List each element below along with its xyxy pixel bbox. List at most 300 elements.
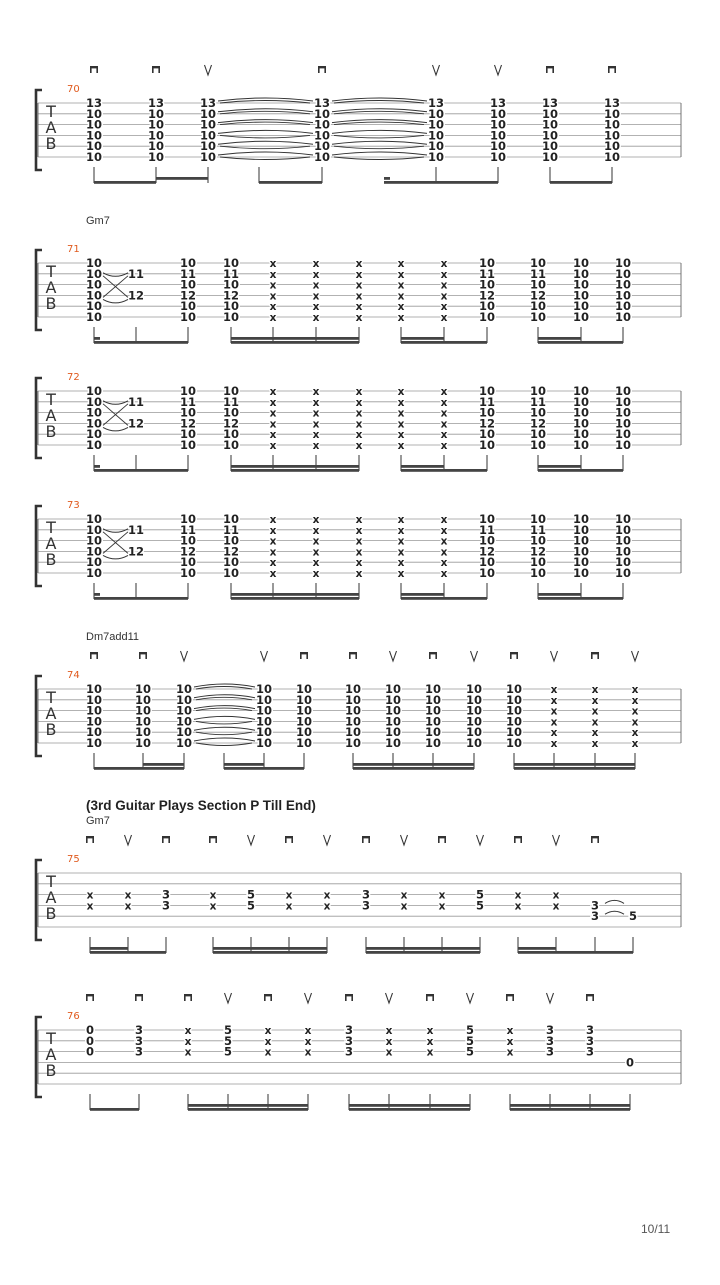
fret-number: 13 [489, 96, 507, 110]
fret-number: 10 [85, 288, 103, 303]
fret-number: 10 [179, 533, 197, 548]
fret-number: 10 [134, 725, 152, 740]
fret-number: 10 [179, 427, 197, 442]
dead-note: x [269, 440, 277, 452]
fret-number: 10 [175, 692, 193, 707]
fret-number: 10 [489, 117, 507, 132]
fret-number: 10 [614, 416, 632, 431]
fret-number: 5 [465, 1023, 475, 1037]
down-stroke-icon [86, 994, 94, 1001]
beam [353, 767, 474, 770]
dead-note: x [397, 407, 405, 420]
clef-letter-a: A [45, 888, 57, 907]
fret-number: 10 [147, 106, 165, 121]
fret-number: 10 [478, 277, 496, 292]
dead-note: x [269, 514, 277, 526]
beam [90, 1108, 139, 1111]
fret-number: 10 [427, 106, 445, 121]
stroke-leg-right [190, 994, 192, 1001]
stroke-leg-right [291, 836, 293, 843]
fret-number: 13 [85, 96, 103, 110]
tie-arc [218, 152, 313, 155]
beam [94, 469, 188, 472]
down-stroke-icon [264, 994, 272, 1001]
up-stroke-icon [125, 835, 132, 845]
dead-note: x [355, 440, 363, 452]
clef-letter-b: B [45, 1061, 57, 1080]
stroke-leg-right [597, 836, 599, 843]
down-stroke-icon [510, 652, 518, 659]
fret-number: 3 [585, 1023, 595, 1037]
fret-number: 3 [585, 1044, 595, 1059]
dead-note: x [312, 514, 320, 526]
dead-note: x [264, 1025, 272, 1037]
fret-number: 10 [134, 692, 152, 707]
fret-number: 10 [529, 438, 547, 452]
fret-number: 10 [85, 394, 103, 409]
fret-number: 10 [427, 150, 445, 164]
fret-number: 11 [179, 394, 197, 409]
fret-number: 3 [344, 1033, 354, 1048]
fret-number: 10 [529, 299, 547, 314]
fret-number: 11 [222, 522, 240, 537]
beam-secondary [538, 593, 581, 596]
stroke-leg-left [300, 652, 302, 659]
dead-note: x [312, 290, 320, 303]
fret-number: 10 [572, 394, 590, 409]
dead-note: x [209, 900, 217, 913]
fret-number: 10 [313, 117, 331, 132]
stroke-leg-right [92, 836, 94, 843]
dead-note: x [440, 290, 448, 303]
stroke-leg-right [516, 652, 518, 659]
beam [231, 597, 359, 600]
fret-number: 12 [222, 544, 240, 559]
fret-number: 10 [222, 310, 240, 324]
fret-number: 3 [361, 887, 371, 902]
dead-note: x [355, 568, 363, 580]
beam [550, 181, 612, 184]
fret-number: 12 [179, 544, 197, 559]
dead-note: x [264, 1035, 272, 1048]
fret-number: 10 [384, 703, 402, 718]
fret-number: 10 [179, 438, 197, 452]
fret-number: 3 [134, 1044, 144, 1059]
fret-number: 10 [255, 692, 273, 707]
clef-letter-t: T [46, 872, 56, 891]
beam-secondary [366, 947, 480, 950]
fret-number: 10 [541, 150, 559, 164]
stroke-leg-left [209, 836, 211, 843]
clef-letter-b: B [45, 904, 57, 923]
stroke-leg-right [270, 994, 272, 1001]
dead-note: x [440, 568, 448, 580]
slide-arc [103, 273, 128, 277]
dead-note: x [323, 889, 331, 902]
fret-number: 3 [134, 1033, 144, 1048]
fret-number: 10 [147, 128, 165, 143]
fret-number: 0 [625, 1055, 635, 1070]
up-stroke-icon [547, 993, 554, 1003]
clef-letter-b: B [45, 294, 57, 313]
down-stroke-icon [162, 836, 170, 843]
beam [401, 597, 487, 600]
dead-note: x [591, 705, 599, 718]
stroke-leg-left [349, 652, 351, 659]
stroke-leg-right [324, 66, 326, 73]
tie-arc [218, 141, 313, 144]
fret-number: 10 [175, 703, 193, 718]
dead-note: x [269, 301, 277, 314]
dead-note: x [285, 900, 293, 913]
clef-letter-b: B [45, 550, 57, 569]
beam [231, 469, 359, 472]
beam-secondary [353, 763, 474, 766]
fret-number: 10 [529, 566, 547, 580]
fret-number: 10 [295, 714, 313, 729]
fret-number: 10 [529, 384, 547, 398]
fret-number: 3 [361, 898, 371, 913]
fret-number: 10 [465, 703, 483, 718]
beam-secondary [538, 465, 581, 468]
fret-number: 10 [199, 139, 217, 154]
dead-note: x [355, 514, 363, 526]
dead-note: x [312, 312, 320, 324]
slide-arc [103, 555, 128, 559]
fret-number: 3 [161, 887, 171, 902]
fret-number: 12 [529, 544, 547, 559]
fret-number: 10 [465, 714, 483, 729]
fret-number: 10 [344, 682, 362, 696]
fret-number: 10 [85, 266, 103, 281]
fret-number: 10 [222, 555, 240, 570]
clef-letter-t: T [46, 390, 56, 409]
fret-number: 10 [179, 512, 197, 526]
fret-number: 10 [614, 512, 632, 526]
fret-number: 10 [175, 682, 193, 696]
dead-note: x [506, 1046, 514, 1059]
dead-note: x [440, 557, 448, 570]
fret-number: 13 [427, 96, 445, 110]
up-stroke-icon [205, 65, 212, 75]
fret-number: 11 [478, 394, 496, 409]
fret-number: 12 [478, 544, 496, 559]
fret-number: 10 [478, 384, 496, 398]
stroke-leg-left [345, 994, 347, 1001]
fret-number: 10 [505, 692, 523, 707]
dead-note: x [440, 279, 448, 292]
dead-note: x [591, 727, 599, 740]
beam-secondary [94, 337, 100, 340]
fret-number: 10 [85, 555, 103, 570]
fret-number: 10 [222, 438, 240, 452]
fret-number: 10 [344, 714, 362, 729]
fret-number: 10 [478, 405, 496, 420]
fret-number: 12 [529, 288, 547, 303]
dead-note: x [440, 407, 448, 420]
clef-letter-a: A [45, 118, 57, 137]
fret-number: 10 [572, 277, 590, 292]
dead-note: x [514, 889, 522, 902]
stroke-leg-right [306, 652, 308, 659]
stroke-leg-left [90, 652, 92, 659]
fret-number: 3 [585, 1033, 595, 1048]
fret-number: 11 [478, 266, 496, 281]
stroke-leg-left [608, 66, 610, 73]
down-stroke-icon [438, 836, 446, 843]
fret-number: 12 [478, 288, 496, 303]
fret-number: 10 [529, 533, 547, 548]
dead-note: x [591, 684, 599, 696]
dead-note: x [591, 738, 599, 750]
dead-note: x [631, 705, 639, 718]
beam-secondary [90, 947, 128, 950]
fret-number: 10 [199, 128, 217, 143]
clef-letter-t: T [46, 518, 56, 537]
stroke-leg-right [597, 652, 599, 659]
fret-number: 10 [179, 299, 197, 314]
dead-note: x [397, 396, 405, 409]
fret-number: 10 [572, 416, 590, 431]
fret-number: 10 [85, 725, 103, 740]
tie-arc [218, 130, 313, 133]
fret-number: 10 [529, 256, 547, 270]
dead-note: x [397, 440, 405, 452]
dead-note: x [355, 301, 363, 314]
beam-secondary [231, 465, 359, 468]
fret-number: 10 [427, 117, 445, 132]
beam-secondary [94, 465, 100, 468]
fret-number: 10 [313, 128, 331, 143]
fret-number: 10 [147, 117, 165, 132]
up-stroke-icon [261, 651, 268, 661]
stroke-leg-left [184, 994, 186, 1001]
slide-arc [103, 401, 128, 405]
fret-number: 10 [489, 150, 507, 164]
stroke-leg-right [158, 66, 160, 73]
stroke-leg-left [506, 994, 508, 1001]
page-number: 10/11 [641, 1222, 671, 1236]
fret-number: 12 [529, 416, 547, 431]
fret-number: 10 [199, 150, 217, 164]
fret-number: 10 [199, 117, 217, 132]
dead-note: x [550, 684, 558, 696]
stroke-leg-right [92, 994, 94, 1001]
fret-number: 3 [344, 1044, 354, 1059]
dead-note: x [591, 716, 599, 729]
fret-number: 12 [179, 416, 197, 431]
fret-number: 10 [603, 106, 621, 121]
dead-note: x [355, 258, 363, 270]
fret-number: 10 [179, 256, 197, 270]
up-stroke-icon [305, 993, 312, 1003]
tie-arc [194, 738, 255, 741]
fret-number: 10 [147, 150, 165, 164]
dead-note: x [264, 1046, 272, 1059]
down-stroke-icon [86, 836, 94, 843]
up-stroke-icon [401, 835, 408, 845]
fret-number: 10 [222, 299, 240, 314]
up-stroke-icon [433, 65, 440, 75]
fret-number: 10 [478, 555, 496, 570]
beam-secondary [94, 593, 100, 596]
beam-secondary [401, 465, 444, 468]
dead-note: x [355, 535, 363, 548]
fret-number: 10 [572, 266, 590, 281]
dead-note: x [312, 386, 320, 398]
fret-number: 12 [179, 288, 197, 303]
up-stroke-icon [477, 835, 484, 845]
fret-number: 10 [85, 703, 103, 718]
fret-number: 10 [85, 427, 103, 442]
fret-number: 10 [614, 427, 632, 442]
stroke-leg-right [520, 836, 522, 843]
up-stroke-icon [471, 651, 478, 661]
stroke-leg-left [591, 652, 593, 659]
beam [94, 181, 156, 184]
dead-note: x [269, 290, 277, 303]
dead-note: x [355, 290, 363, 303]
fret-number: 10 [614, 405, 632, 420]
dead-note: x [440, 514, 448, 526]
fret-number: 3 [590, 909, 600, 924]
beam [224, 767, 304, 770]
beam-secondary [224, 763, 264, 766]
stroke-leg-left [86, 836, 88, 843]
fret-number: 10 [313, 106, 331, 121]
fret-number: 13 [603, 96, 621, 110]
fret-number: 10 [255, 703, 273, 718]
stroke-leg-right [215, 836, 217, 843]
fret-number: 10 [85, 692, 103, 707]
beam [510, 1108, 630, 1111]
fret-number: 10 [222, 256, 240, 270]
fret-number: 10 [85, 128, 103, 143]
fret-number: 10 [175, 714, 193, 729]
fret-number: 3 [161, 898, 171, 913]
fret-number: 10 [505, 703, 523, 718]
dead-note: x [440, 258, 448, 270]
beam-secondary [518, 947, 556, 950]
dead-note: x [552, 900, 560, 913]
fret-number: 10 [505, 736, 523, 750]
stroke-leg-left [152, 66, 154, 73]
fret-number: 10 [614, 533, 632, 548]
stroke-leg-right [432, 994, 434, 1001]
fret-number: 10 [424, 703, 442, 718]
fret-number: 10 [572, 427, 590, 442]
dead-note: x [355, 312, 363, 324]
dead-note: x [397, 524, 405, 537]
fret-number: 10 [478, 299, 496, 314]
dead-note: x [184, 1025, 192, 1037]
fret-number: 10 [505, 714, 523, 729]
dead-note: x [269, 258, 277, 270]
fret-number: 10 [614, 438, 632, 452]
stroke-leg-left [264, 994, 266, 1001]
fret-number: 10 [344, 725, 362, 740]
down-stroke-icon [362, 836, 370, 843]
fret-number: 10 [424, 682, 442, 696]
stroke-leg-right [512, 994, 514, 1001]
dead-note: x [355, 429, 363, 442]
fret-number: 13 [541, 96, 559, 110]
fret-number: 10 [255, 682, 273, 696]
fret-number: 11 [529, 266, 547, 281]
stroke-leg-right [145, 652, 147, 659]
slide-arc [103, 529, 128, 533]
fret-number: 10 [478, 310, 496, 324]
fret-number: 10 [465, 736, 483, 750]
up-stroke-icon [467, 993, 474, 1003]
stroke-leg-right [96, 66, 98, 73]
fret-number: 11 [529, 522, 547, 537]
dead-note: x [269, 279, 277, 292]
up-stroke-icon [553, 835, 560, 845]
fret-number: 10 [175, 725, 193, 740]
fret-number: 12 [222, 288, 240, 303]
tab-system-73 [36, 500, 681, 600]
dead-note: x [385, 1035, 393, 1048]
beam-secondary [213, 947, 327, 950]
stroke-leg-left [139, 652, 141, 659]
stroke-leg-right [96, 652, 98, 659]
fret-number: 10 [134, 703, 152, 718]
fret-number: 10 [344, 703, 362, 718]
stroke-leg-right [435, 652, 437, 659]
fret-number: 10 [614, 277, 632, 292]
dead-note: x [209, 889, 217, 902]
dead-note: x [269, 546, 277, 559]
fret-number: 10 [85, 405, 103, 420]
dead-note: x [355, 279, 363, 292]
fret-number: 10 [541, 106, 559, 121]
beam-secondary [510, 1104, 630, 1107]
fret-number: 10 [614, 288, 632, 303]
fret-number: 10 [384, 714, 402, 729]
dead-note: x [440, 535, 448, 548]
down-stroke-icon [209, 836, 217, 843]
fret-number: 10 [384, 682, 402, 696]
beam [90, 951, 166, 954]
fret-number: 10 [529, 405, 547, 420]
dead-note: x [440, 312, 448, 324]
up-stroke-icon [386, 993, 393, 1003]
down-stroke-icon [429, 652, 437, 659]
dead-note: x [397, 386, 405, 398]
dead-note: x [385, 1025, 393, 1037]
clef-letter-a: A [45, 406, 57, 425]
dead-note: x [184, 1035, 192, 1048]
fret-number: 10 [572, 299, 590, 314]
measure-number: 75 [67, 854, 80, 865]
fret-number: 10 [478, 256, 496, 270]
fret-number: 10 [85, 714, 103, 729]
beam [401, 469, 487, 472]
beam [231, 341, 359, 344]
measure-number: 73 [67, 500, 80, 511]
dead-note: x [550, 738, 558, 750]
stroke-leg-right [444, 836, 446, 843]
down-stroke-icon [591, 836, 599, 843]
beam [349, 1108, 470, 1111]
fret-number: 10 [529, 555, 547, 570]
fret-number: 10 [85, 736, 103, 750]
chord-label-gm7-m71: Gm7 [86, 215, 110, 227]
dead-note: x [440, 440, 448, 452]
dead-note: x [440, 386, 448, 398]
fret-number: 10 [222, 277, 240, 292]
